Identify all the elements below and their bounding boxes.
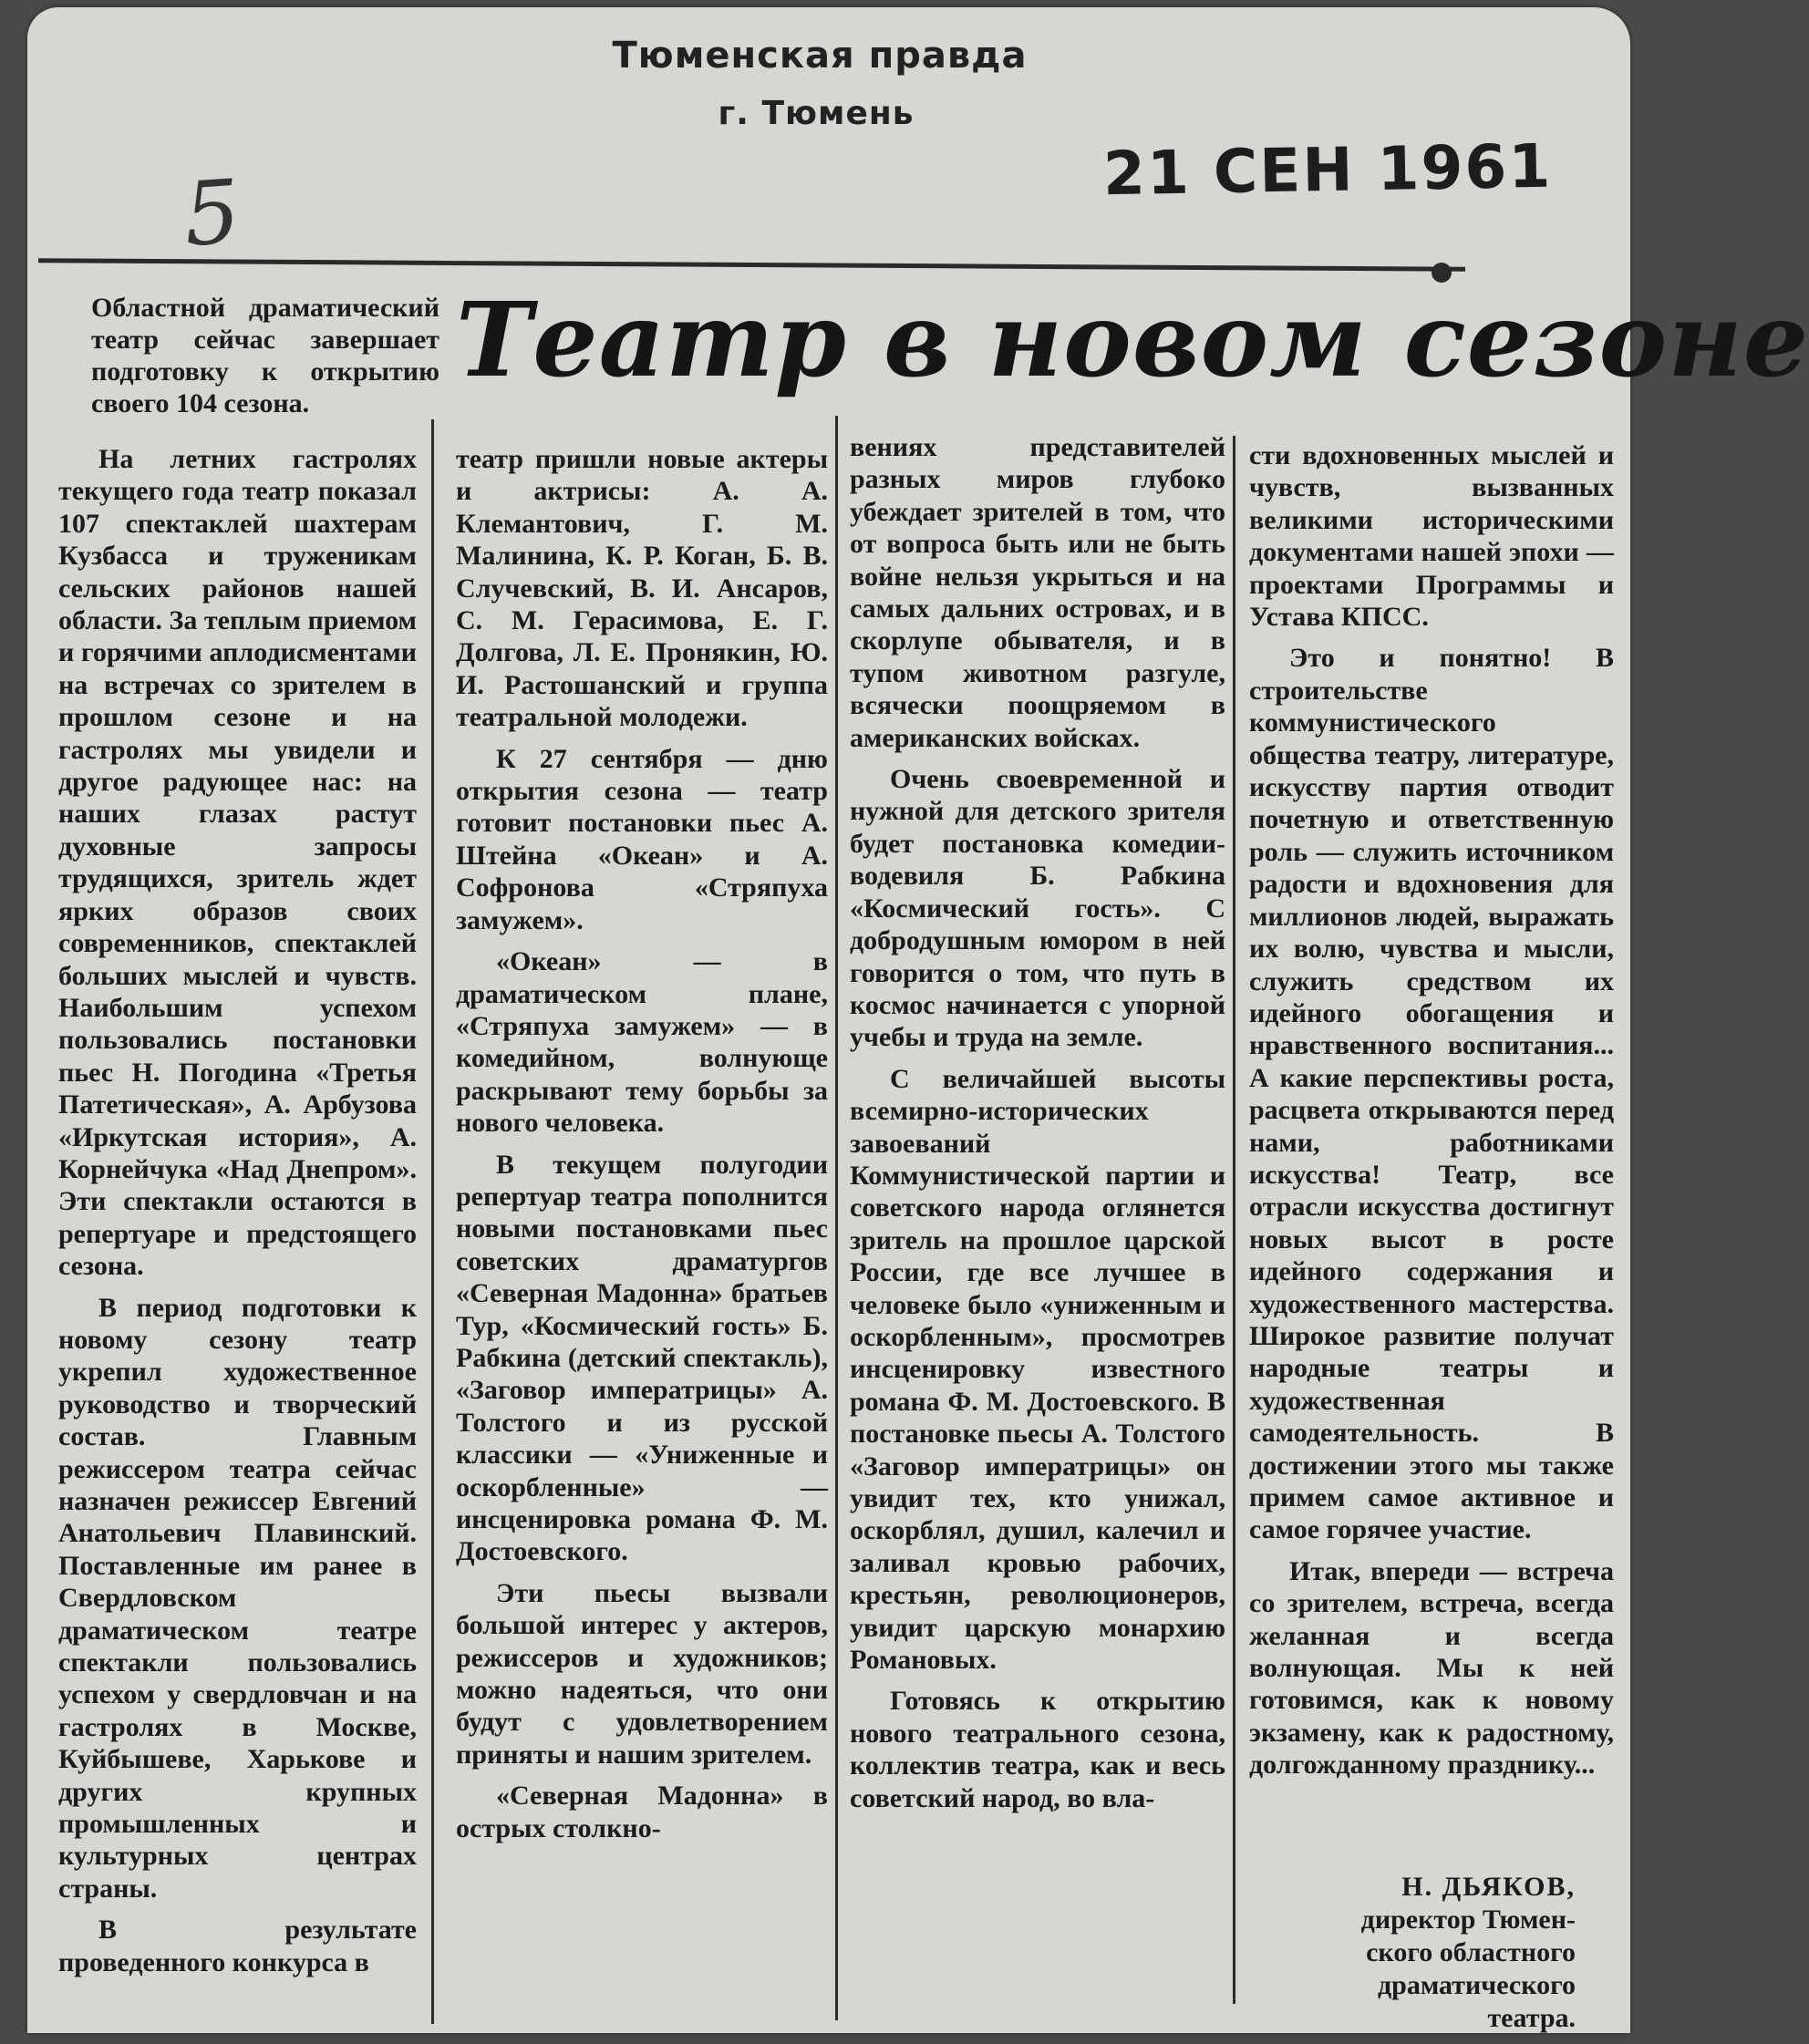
article-title: Театр в новом сезоне [456, 281, 1809, 400]
paragraph: Эти пьесы вызвали большой интерес у актеров, режиссеров и художников; можно надеяться, что они будут с удовлетворением приняты и нашим зрителем. [456, 1577, 828, 1770]
author-title-line: директор Тюмен- [1360, 1905, 1576, 1935]
column-rule-1 [431, 419, 434, 2024]
paragraph: На летних гастролях текущего года театр показал 107 спектаклей шахтерам Кузбасса и труженикам сельских районов нашей области. За теплым приемом и горячими аплодисментами на встречах со зрителем в прошлом сезоне и на гастролях мы увидели и другое радующее нас: на наших глазах растут духовные запросы трудящихся, зритель ждет ярких образов своих современников, спектаклей больших мыслей и чувств. Наибольшим успехом пользовались постановки пьес Н. Погодина «Третья Патетическая», А. Арбузова «Иркутская история», А. Корнейчука «Над Днепром». Эти спектакли остаются в репертуаре и предстоящего сезона. [58, 444, 417, 1282]
paragraph: «Океан» — в драматическом плане, «Стряпуха замужем» — в комедийном, волнующе раскрывают тему борьбы за нового человека. [456, 946, 828, 1139]
article-column-4 [1249, 439, 1614, 1781]
paragraph: театр пришли новые актеры и актрисы: А. А. Клемантович, Г. М. Малинина, К. Р. Коган, Б. В. Случевский, В. И. Ансаров, С. М. Герасимова, Е. Г. Долгова, Л. Е. Пронякин, Ю. И. Растошанский и группа театральной молодежи. [456, 444, 828, 733]
paragraph: К 27 сентября — дню открытия сезона — театр готовит постановки пьес А. Штейна «Океан» и А. Софронова «Стряпуха замужем». [456, 743, 828, 935]
newspaper-clipping [27, 7, 1809, 2033]
author-signature [1361, 1871, 1576, 2035]
stamp-newspaper-name: Тюменская правда [612, 35, 1028, 77]
column-rule-3 [1233, 436, 1235, 2004]
paragraph: В результате проведенного конкурса в [58, 1915, 417, 1977]
paragraph: В период подготовки к новому сезону театр укрепил художественное руководство и творческий состав. Главным режиссером театра сейчас назначен режиссер Евгений Анатольевич Плавинский. Поставленные им ранее в Свердловском драматическом театре спектакли пользовались успехом у свердловчан и на гастролях в Москве, Куйбышеве, Харькове и других крупных промышленных и культурных центрах страны. [58, 1292, 417, 1904]
handwritten-page-number: 5 [181, 160, 243, 266]
article-column-2 [456, 443, 828, 1844]
paragraph: В текущем полугодии репертуар театра пополнится новыми постановками пьес советских драматургов «Северная Мадонна» братьев Тур, «Космический гость» Б. Рабкина (детский спектакль), «Заговор императрицы» А. Толстого и из русской классики — «Униженные и оскорбленные» — инсценировка романа Ф. М. Достоевского. [456, 1149, 828, 1567]
author-title-line: театра. [1487, 2003, 1576, 2033]
author-title-line: драматического [1377, 1970, 1576, 2000]
paragraph: сти вдохновенных мыслей и чувств, вызванных великими историческими документами нашей эпохи — проектами Программы и Устава КПСС. [1249, 440, 1614, 633]
stamp-city: г. Тюмень [718, 95, 915, 132]
column-rule-2 [835, 416, 838, 2020]
stamp-date: 21 СЕН 1961 [1102, 130, 1553, 210]
article-column-1 [58, 443, 417, 1978]
article-column-3 [850, 431, 1225, 1814]
article-intro: Областной драматический театр сейчас завершает подготовку к открытию своего 104 сезона. [91, 293, 439, 418]
paragraph: Очень своевременной и нужной для детского зрителя будет постановка комедии-водевиля Б. Рабкина «Космический гость». С добродушным юмором в ней говорится о том, что путь в космос начинается с упорной учебы и труда на земле. [850, 764, 1225, 1053]
paragraph: Это и понятно! В строительстве коммунистического общества театру, литературе, искусству партия отводит почетную и ответственную роль — служить источником радости и вдохновения для миллионов людей, выражать их волю, чувства и мысли, служить средством их идейного обогащения и нравственного воспитания... А какие перспективы роста, расцвета открываются перед нами, работниками искусства! Театр, все отрасли искусства достигнут новых высот в росте идейного содержания и художественного мастерства. Широкое развитие получат народные театры и художественная самодеятельность. В достижении этого мы также примем самое активное и самое горячее участие. [1249, 643, 1614, 1545]
paragraph: вениях представителей разных миров глубоко убеждает зрителей в том, что от вопроса быть или не быть войне нельзя укрыться и на самых дальних островах, и в скорлупе обывателя, и в тупом животном разгуле, всячески поощряемом в американских войсках. [850, 432, 1225, 753]
paragraph: Готовясь к открытию нового театрального сезона, коллектив театра, как и весь советский народ, во вла- [850, 1686, 1225, 1813]
header-divider [38, 258, 1465, 272]
author-name: Н. ДЬЯКОВ, [1401, 1872, 1576, 1902]
paragraph: «Северная Мадонна» в острых столкно- [456, 1781, 828, 1843]
paragraph: Итак, впереди — встреча со зрителем, встреча, всегда желанная и всегда волнующая. Мы к ней готовимся, как к новому экзамену, как к радостному, долгожданному празднику... [1249, 1555, 1614, 1781]
divider-end-dot [1432, 263, 1452, 283]
paragraph: С величайшей высоты всемирно-исторических завоеваний Коммунистической партии и советского народа оглянется зритель на прошлое царской России, где все лучшее в человеке было «униженным и оскорбленным», просмотрев инсценировку известного романа Ф. М. Достоевского. В постановке пьесы А. Толстого «Заговор императрицы» он увидит тех, кто унижал, оскорблял, душил, калечил и заливал кровью рабочих, крестьян, революционеров, увидит царскую монархию Романовых. [850, 1063, 1225, 1676]
author-title-line: ского областного [1366, 1937, 1576, 1967]
